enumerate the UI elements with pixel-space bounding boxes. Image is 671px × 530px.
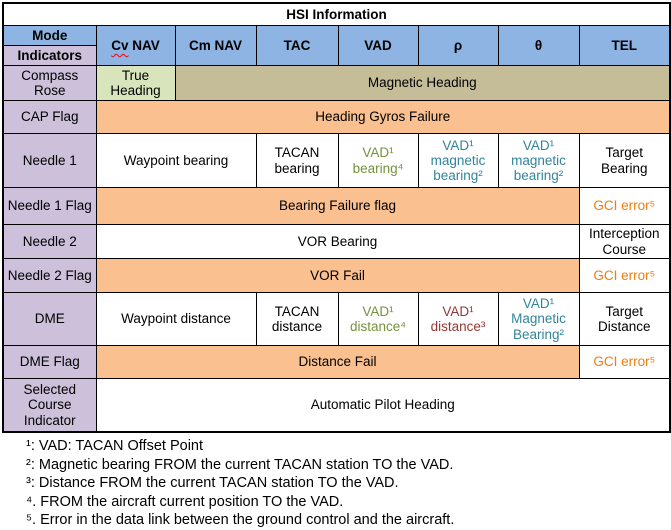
column-header-vad: VAD [338, 26, 418, 66]
column-header-rho: ρ [418, 26, 498, 66]
cell-waypoint-bearing: Waypoint bearing [96, 134, 256, 188]
footnote-2: ²: Magnetic bearing FROM the current TACAN station TO the VAD. [26, 456, 454, 473]
row-selected-course-indicator [3, 379, 670, 433]
cell-vad-magnetic-bearing-theta: VAD¹ magnetic bearing² [498, 134, 579, 188]
footnotes [26, 437, 671, 530]
cell-gci-error-needle2: GCI error⁵ [579, 259, 670, 293]
column-header-theta: θ [498, 26, 579, 66]
column-header-cm-nav: Cm NAV [175, 26, 256, 66]
row-label-compass-rose: Compass Rose [3, 66, 96, 101]
cell-interception-course: Interception Course [579, 225, 670, 259]
footnote-1: ¹: VAD: TACAN Offset Point [26, 438, 204, 454]
column-header-tac: TAC [256, 26, 338, 66]
cell-waypoint-distance: Waypoint distance [96, 293, 256, 346]
cell-target-bearing: Target Bearing [579, 134, 670, 188]
row-needle-1 [3, 134, 670, 188]
header-row-mode [3, 26, 670, 46]
cell-tacan-bearing: TACAN bearing [256, 134, 338, 188]
row-needle-2-flag [3, 259, 670, 293]
row-label-dme-flag: DME Flag [3, 346, 96, 379]
cell-vor-bearing: VOR Bearing [96, 225, 579, 259]
row-compass-rose [3, 66, 670, 101]
row-cap-flag [3, 101, 670, 134]
row-label-needle-2-flag: Needle 2 Flag [3, 259, 96, 293]
table-title: HSI Information [3, 3, 670, 26]
row-label-cap-flag: CAP Flag [3, 101, 96, 134]
cell-distance-fail: Distance Fail [96, 346, 579, 379]
footnote-5: ⁵. Error in the data link between the ground control and the aircraft. [26, 512, 455, 529]
cell-bearing-failure-flag: Bearing Failure flag [96, 188, 579, 225]
cv-nav-rest: NAV [128, 37, 160, 53]
row-label-dme: DME [3, 293, 96, 346]
cell-tacan-distance: TACAN distance [256, 293, 338, 346]
header-indicators: Indicators [3, 46, 96, 66]
column-header-tel: TEL [579, 26, 670, 66]
cell-gci-error-dme: GCI error⁵ [579, 346, 670, 379]
row-dme [3, 293, 670, 346]
cell-gci-error-needle1: GCI error⁵ [579, 188, 670, 225]
cell-heading-gyros-failure: Heading Gyros Failure [96, 101, 670, 134]
cell-vor-fail: VOR Fail [96, 259, 579, 293]
row-label-needle-1: Needle 1 [3, 134, 96, 188]
cell-true-heading: True Heading [96, 66, 175, 101]
row-dme-flag [3, 346, 670, 379]
cell-vad-distance-3: VAD¹ distance³ [418, 293, 498, 346]
row-needle-2 [3, 225, 670, 259]
hsi-information-table [2, 2, 671, 433]
footnote-4: ⁴. FROM the aircraft current position TO the VAD. [26, 493, 344, 510]
cell-automatic-pilot-heading: Automatic Pilot Heading [96, 379, 670, 433]
column-header-cv-nav [96, 26, 175, 66]
row-label-selected-course-indicator: Selected Course Indicator [3, 379, 96, 433]
header-mode: Mode [3, 26, 96, 46]
cell-magnetic-heading: Magnetic Heading [175, 66, 670, 101]
cell-vad-magnetic-bearing-rho: VAD¹ magnetic bearing² [418, 134, 498, 188]
row-label-needle-1-flag: Needle 1 Flag [3, 188, 96, 225]
cell-vad-magnetic-bearing-dme: VAD¹ Magnetic Bearing² [498, 293, 579, 346]
row-label-needle-2: Needle 2 [3, 225, 96, 259]
cell-vad-bearing: VAD¹ bearing⁴ [338, 134, 418, 188]
footnote-3: ³: Distance FROM the current TACAN station TO the VAD. [26, 475, 399, 492]
cv-misspelled-word: Cv [111, 37, 129, 53]
row-needle-1-flag [3, 188, 670, 225]
cell-vad-distance-4: VAD¹ distance⁴ [338, 293, 418, 346]
cell-target-distance: Target Distance [579, 293, 670, 346]
table-title-row [3, 3, 670, 26]
